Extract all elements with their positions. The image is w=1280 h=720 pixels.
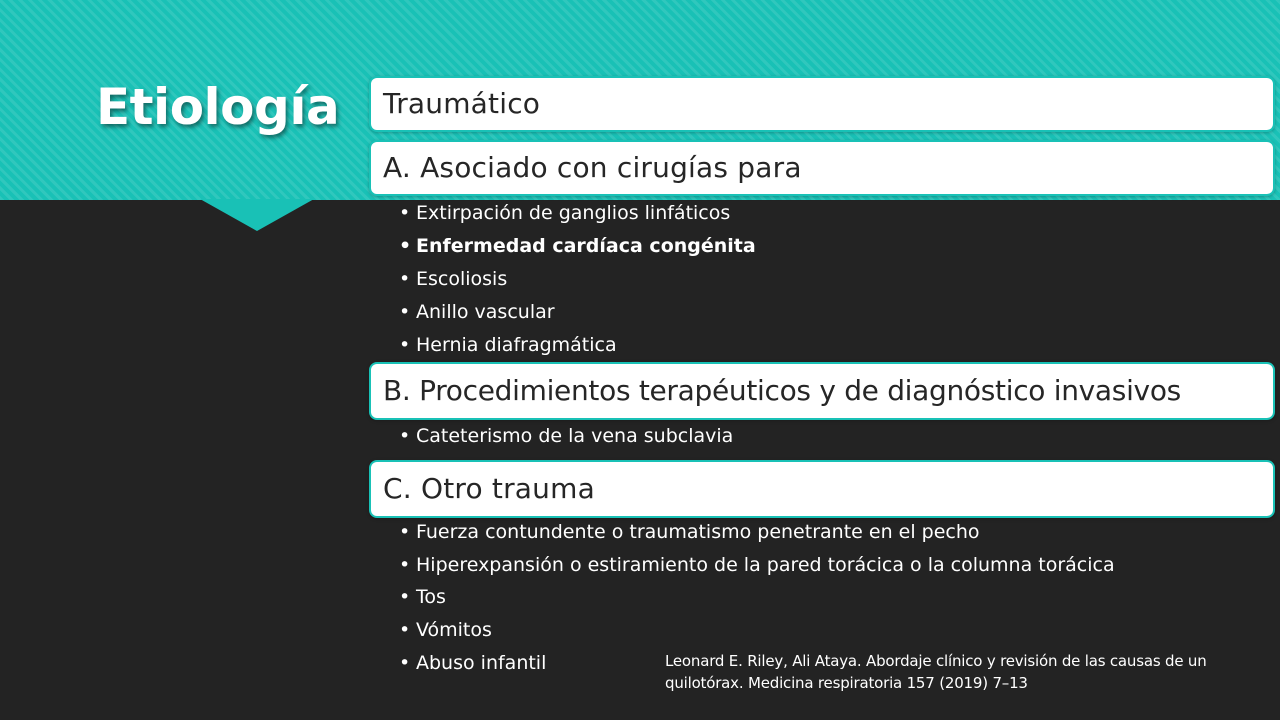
list-item bbox=[399, 618, 1219, 642]
bullet-icon: • bbox=[399, 235, 412, 257]
bullet-icon: • bbox=[399, 425, 411, 447]
bullet-icon: • bbox=[399, 268, 411, 290]
bullet-icon: • bbox=[399, 619, 411, 641]
list-item-text: Hiperexpansión o estiramiento de la pared torácica o la columna torácica bbox=[416, 554, 1115, 576]
slide-title: Etiología bbox=[96, 78, 340, 136]
citation-text: Leonard E. Riley, Ali Ataya. Abordaje clínico y revisión de las causas de un quilotórax. Medicina respiratoria 157 (2019) 7–13 bbox=[665, 652, 1207, 692]
title-banner-pointer bbox=[200, 199, 314, 231]
list-item-text: Tos bbox=[416, 586, 446, 608]
category-box-cirugias bbox=[369, 140, 1275, 196]
category-box-traumatico bbox=[369, 76, 1275, 132]
list-item-text: Anillo vascular bbox=[416, 301, 555, 323]
list-item bbox=[399, 520, 1219, 544]
list-item bbox=[399, 201, 1219, 234]
list-item-text: Cateterismo de la vena subclavia bbox=[416, 425, 734, 447]
list-item bbox=[399, 553, 1219, 577]
list-procedimientos bbox=[399, 424, 1219, 448]
list-item-text: Vómitos bbox=[416, 619, 492, 641]
bullet-icon: • bbox=[399, 334, 411, 356]
list-item-text: Abuso infantil bbox=[416, 652, 547, 674]
category-box-label: Traumático bbox=[383, 87, 541, 120]
list-item-text: Extirpación de ganglios linfáticos bbox=[416, 202, 731, 224]
bullet-icon: • bbox=[399, 586, 411, 608]
bullet-icon: • bbox=[399, 202, 411, 224]
bullet-icon: • bbox=[399, 554, 411, 576]
category-box-label: A. Asociado con cirugías para bbox=[383, 151, 802, 184]
list-item bbox=[399, 585, 1219, 609]
category-box-label: C. Otro trauma bbox=[383, 472, 595, 505]
list-item bbox=[399, 267, 1219, 300]
list-item-text: Escoliosis bbox=[416, 268, 508, 290]
category-box-label: B. Procedimientos terapéuticos y de diagnóstico invasivos bbox=[383, 374, 1181, 407]
list-cirugias bbox=[399, 201, 1219, 366]
list-item bbox=[399, 234, 1219, 267]
bullet-icon: • bbox=[399, 652, 411, 674]
list-item-text: Enfermedad cardíaca congénita bbox=[416, 235, 756, 257]
category-box-otro-trauma bbox=[369, 460, 1275, 518]
category-box-procedimientos bbox=[369, 362, 1275, 420]
bullet-icon: • bbox=[399, 301, 411, 323]
list-item-text: Fuerza contundente o traumatismo penetrante en el pecho bbox=[416, 521, 980, 543]
list-item bbox=[399, 300, 1219, 333]
list-item bbox=[399, 424, 1219, 448]
bullet-icon: • bbox=[399, 521, 411, 543]
list-item-text: Hernia diafragmática bbox=[416, 334, 617, 356]
